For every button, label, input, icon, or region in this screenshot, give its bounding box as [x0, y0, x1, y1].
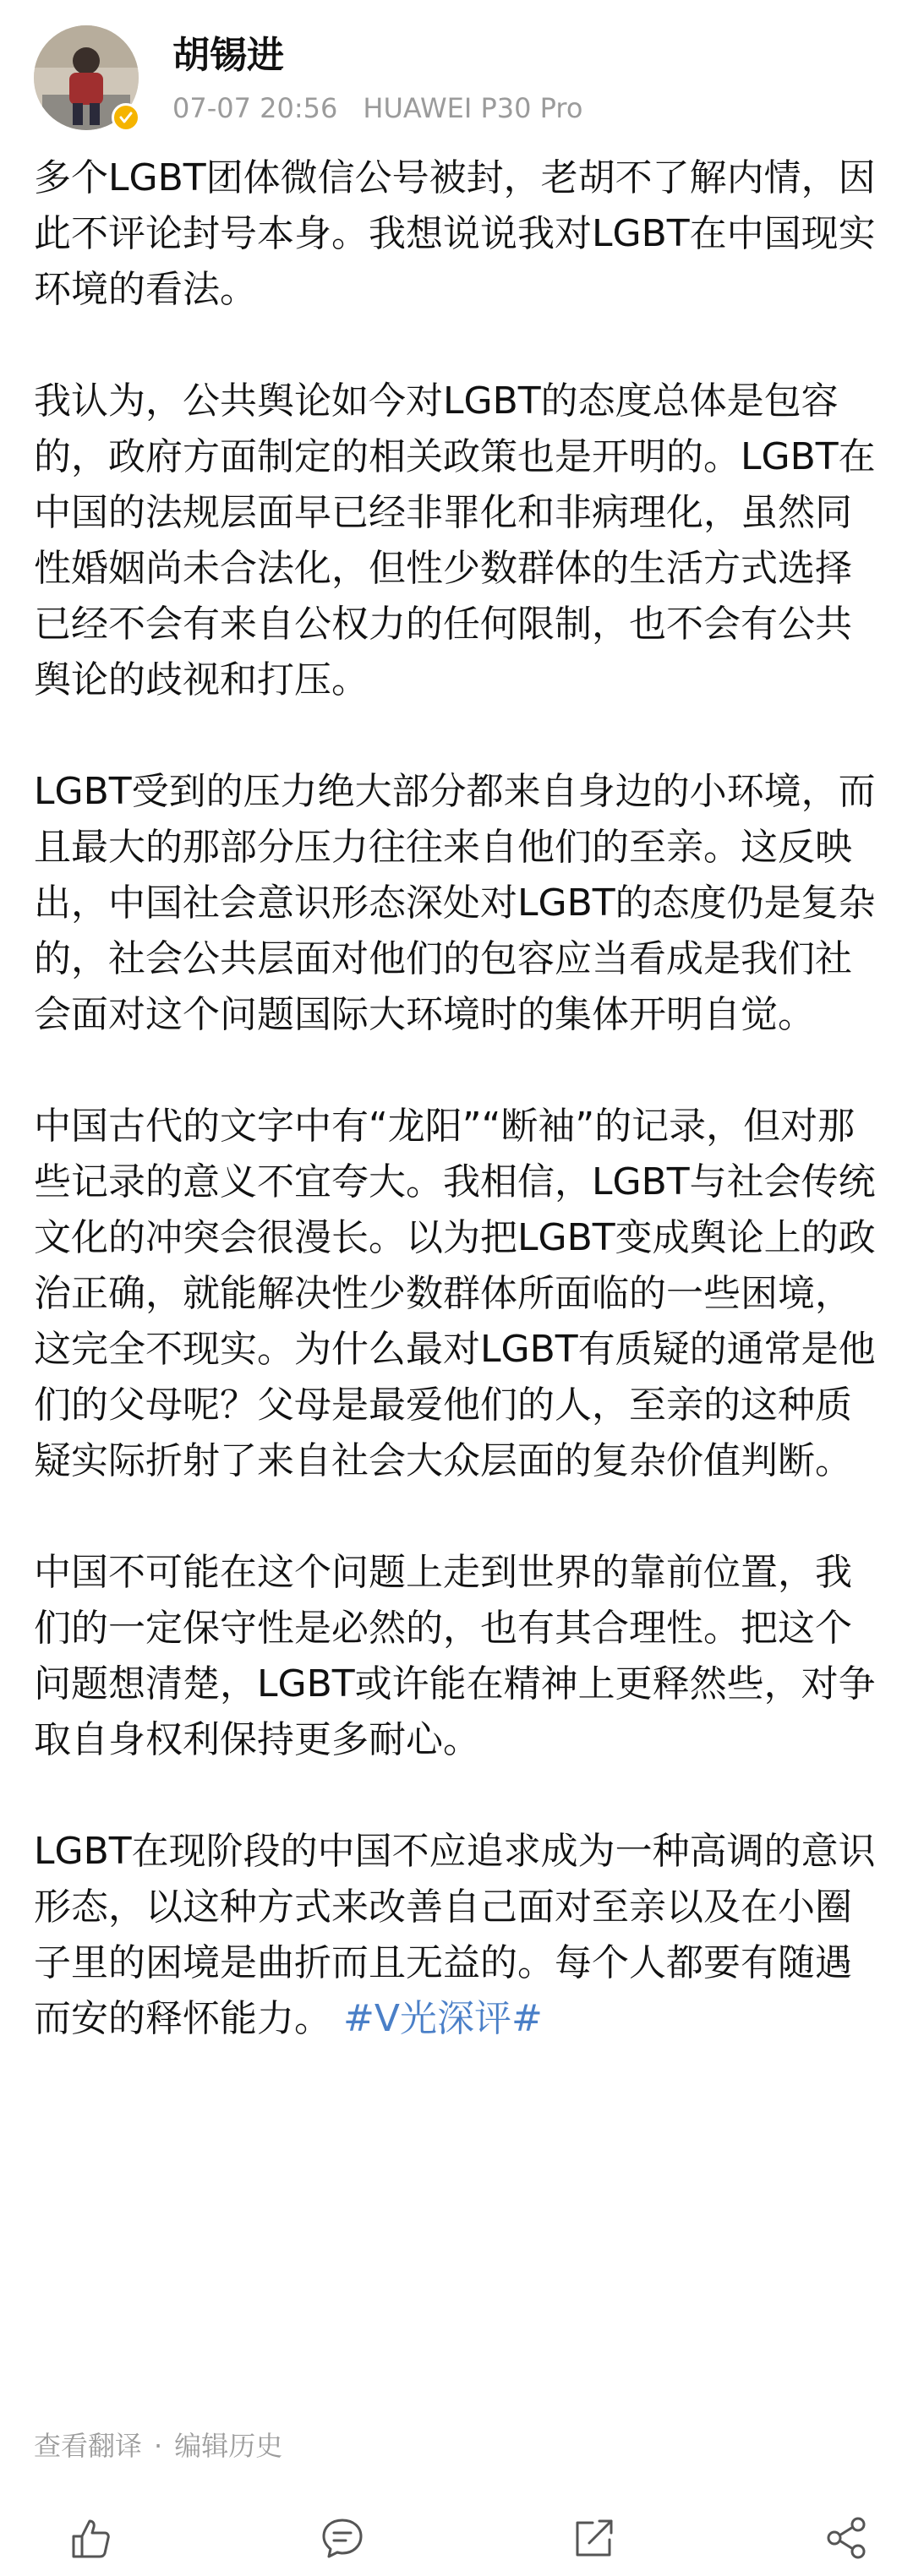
post-header — [34, 25, 879, 135]
comment-button[interactable] — [313, 2508, 372, 2568]
verified-badge-icon — [112, 103, 140, 132]
post-paragraph: 我认为，公共舆论如今对LGBT的态度总体是包容的，政府方面制定的相关政策也是开明的。LGBT在中国的法规层面早已经非罪化和非病理化，虽然同性婚姻尚未合法化，但性少数群体的生活方式选择已经不会有来自公权力的任何限制，也不会有公共舆论的歧视和打压。 — [34, 379, 876, 701]
post-paragraph-last — [34, 1824, 883, 2047]
post-time: 07-07 20:56 — [172, 92, 338, 124]
post-device[interactable]: HUAWEI P30 Pro — [363, 92, 583, 124]
separator-dot: · — [154, 2430, 163, 2462]
post-meta — [172, 91, 582, 125]
post-paragraph: LGBT受到的压力绝大部分都来自身边的小环境，而且最大的那部分压力往往来自他们的至亲。这反映出，中国社会意识形态深处对LGBT的态度仍是复杂的，社会公共层面对他们的包容应当看成是我们社会面对这个问题国际大环境时的集体开明自觉。 — [34, 770, 876, 1036]
comment-icon — [319, 2514, 366, 2562]
post-paragraph: 多个LGBT团体微信公号被封，老胡不了解内情，因此不评论封号本身。我想说说我对LGBT在中国现实环境的看法。 — [34, 156, 876, 311]
post-paragraph: 中国不可能在这个问题上走到世界的靠前位置，我们的一定保守性是必然的，也有其合理性。把这个问题想清楚，LGBT或许能在精神上更释然些，对争取自身权利保持更多耐心。 — [34, 1551, 876, 1761]
post-paragraph: LGBT在现阶段的中国不应追求成为一种高调的意识形态，以这种方式来改善自己面对至亲以及在小圈子里的困境是曲折而且无益的。每个人都要有随遇而安的释怀能力。 — [34, 1830, 876, 2040]
thumbs-up-icon — [67, 2514, 114, 2562]
network-share-icon — [823, 2514, 870, 2562]
action-bar — [0, 2502, 913, 2576]
post-footer-links — [34, 2429, 282, 2463]
post-paragraph: 中国古代的文字中有“龙阳”“断袖”的记录，但对那些记录的意义不宜夸大。我相信，LGBT与社会传统文化的冲突会很漫长。以为把LGBT变成舆论上的政治正确，就能解决性少数群体所面临的一些困境，这完全不现实。为什么最对LGBT有质疑的通常是他们的父母呢？父母是最爱他们的人，至亲的这种质疑实际折射了来自社会大众层面的复杂价值判断。 — [34, 1105, 876, 1482]
share-button[interactable] — [817, 2508, 876, 2568]
repost-button[interactable] — [565, 2508, 624, 2568]
author-name[interactable]: 胡锡进 — [172, 34, 284, 77]
hashtag-link[interactable]: #V光深评# — [343, 1997, 543, 2040]
like-button[interactable] — [61, 2508, 120, 2568]
translate-link[interactable]: 查看翻译 — [34, 2430, 143, 2462]
edit-history-link[interactable]: 编辑历史 — [174, 2430, 283, 2462]
post-content — [34, 150, 883, 2047]
share-icon — [571, 2514, 618, 2562]
